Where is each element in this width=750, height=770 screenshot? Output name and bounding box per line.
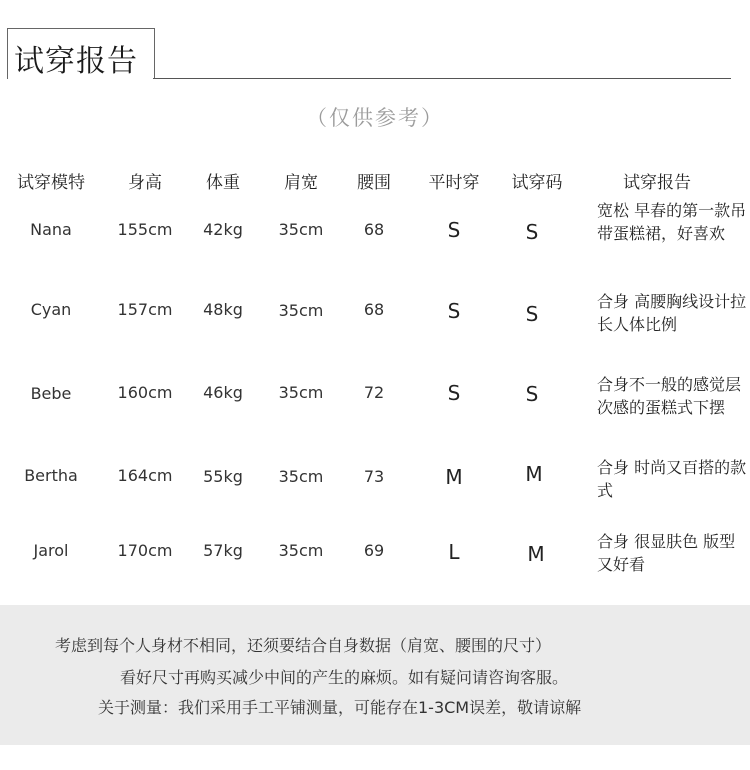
cell-shoulder: 35cm — [278, 467, 324, 486]
cell-waist: 73 — [363, 467, 385, 486]
col-header-weight: 体重 — [206, 173, 240, 193]
subtitle-note: （仅供参考） — [306, 106, 444, 130]
cell-shoulder: 35cm — [278, 301, 324, 320]
cell-waist: 72 — [363, 383, 385, 402]
cell-model: Bebe — [30, 384, 72, 403]
cell-model: Jarol — [33, 541, 69, 560]
cell-height: 170cm — [117, 541, 173, 560]
cell-height: 164cm — [117, 466, 173, 485]
cell-waist: 68 — [363, 300, 385, 319]
page-title: 试穿报告 — [14, 44, 138, 79]
cell-height: 157cm — [117, 300, 173, 319]
cell-usual-size: S — [447, 381, 461, 405]
cell-model: Bertha — [24, 466, 78, 485]
cell-tried-size: S — [525, 382, 539, 406]
cell-report: 合身 时尚又百搭的款式 — [597, 458, 747, 500]
cell-tried-size: M — [527, 542, 545, 566]
cell-usual-size: S — [447, 218, 461, 242]
col-header-shoulder: 肩宽 — [284, 173, 318, 193]
cell-weight: 46kg — [203, 383, 243, 402]
cell-height: 155cm — [117, 220, 173, 239]
note-line-1: 考虑到每个人身材不相同，还须要结合自身数据（肩宽、腰围的尺寸） — [55, 636, 552, 655]
cell-shoulder: 35cm — [278, 383, 324, 402]
note-line-3: 关于测量：我们采用手工平铺测量，可能存在1-3CM误差，敬请谅解 — [98, 698, 582, 717]
cell-tried-size: S — [525, 302, 539, 326]
cell-waist: 69 — [363, 541, 385, 560]
col-header-report: 试穿报告 — [623, 173, 691, 193]
cell-weight: 42kg — [203, 220, 243, 239]
cell-report: 合身不一般的感觉层次感的蛋糕式下摆 — [597, 375, 742, 417]
cell-report: 合身 很显肤色 版型又好看 — [597, 532, 736, 574]
cell-waist: 68 — [363, 220, 385, 239]
cell-weight: 48kg — [203, 300, 243, 319]
cell-usual-size: M — [445, 465, 463, 489]
col-header-usual: 平时穿 — [428, 173, 480, 193]
cell-tried-size: M — [525, 462, 543, 486]
cell-report: 合身 高腰胸线设计拉长人体比例 — [597, 292, 747, 334]
notes-panel — [0, 605, 750, 745]
cell-shoulder: 35cm — [278, 541, 324, 560]
cell-shoulder: 35cm — [278, 220, 324, 239]
cell-weight: 57kg — [203, 541, 243, 560]
cell-report: 宽松 早春的第一款吊带蛋糕裙，好喜欢 — [597, 201, 747, 243]
col-header-model: 试穿模特 — [17, 173, 85, 193]
col-header-height: 身高 — [128, 173, 162, 193]
cell-usual-size: L — [448, 540, 460, 564]
note-line-2: 看好尺寸再购买减少中间的产生的麻烦。如有疑问请咨询客服。 — [120, 668, 569, 687]
cell-usual-size: S — [447, 299, 461, 323]
col-header-waist: 腰围 — [357, 173, 391, 193]
cell-weight: 55kg — [203, 467, 243, 486]
cell-height: 160cm — [117, 383, 173, 402]
cell-tried-size: S — [525, 220, 539, 244]
cell-model: Cyan — [30, 300, 72, 319]
cell-model: Nana — [30, 220, 72, 239]
col-header-tried: 试穿码 — [511, 173, 563, 193]
